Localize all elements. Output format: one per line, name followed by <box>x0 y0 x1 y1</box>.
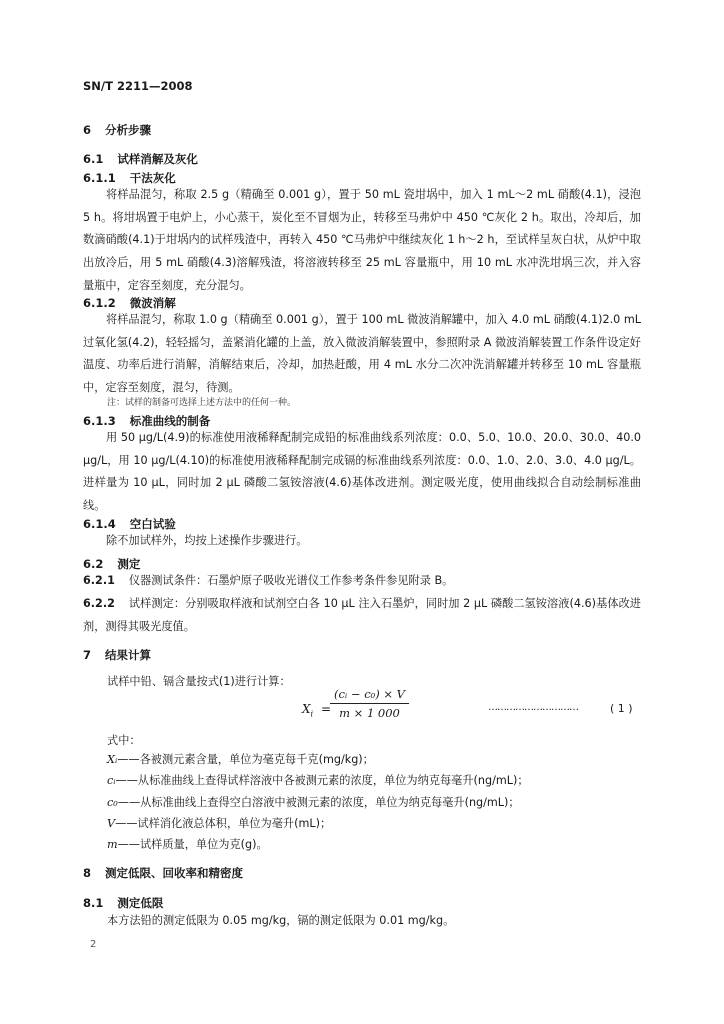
section-8-heading <box>83 865 243 881</box>
definition-c0: c₀——从标准曲线上查得空白溶液中被测元素的浓度，单位为纳克每毫升(ng/mL)； <box>107 796 520 809</box>
section-8-number: 8 <box>83 866 92 880</box>
formula-number: ( 1 ) <box>610 702 633 715</box>
section-7-title: 结果计算 <box>105 648 152 662</box>
section-6-1-4-title: 空白试验 <box>129 517 176 531</box>
section-6-heading <box>83 122 151 138</box>
section-6-2-2 <box>83 593 641 638</box>
section-6-1-1-number: 6.1.1 <box>83 171 116 185</box>
definition-ci: cᵢ——从标准曲线上查得试样溶液中各被测元素的浓度，单位为纳克每毫升(ng/mL)； <box>107 774 529 787</box>
definition-xi: Xᵢ——各被测元素含量，单位为毫克每千克(mg/kg)； <box>107 753 374 766</box>
formula-leader: ………………………… <box>488 702 578 713</box>
section-8-1-number: 8.1 <box>83 896 104 910</box>
section-6-1-3-number: 6.1.3 <box>83 414 116 428</box>
section-8-1-title: 测定低限 <box>117 896 164 910</box>
section-6-number: 6 <box>83 123 92 137</box>
section-6-2-2-number: 6.2.2 <box>83 597 115 610</box>
section-6-1-2-title: 微波消解 <box>129 296 176 310</box>
formula-denominator: m × 1 000 <box>339 706 400 720</box>
section-7-number: 7 <box>83 648 92 662</box>
section-6-2-1 <box>83 570 641 593</box>
section-6-2-title: 测定 <box>117 557 141 571</box>
formula-fraction <box>330 687 409 720</box>
page-number: 2 <box>90 939 97 950</box>
definition-v: V——试样消化液总体积，单位为毫升(mL)； <box>107 817 332 830</box>
section-8-title: 测定低限、回收率和精密度 <box>105 866 244 880</box>
section-6-1-title: 试样消解及灰化 <box>117 152 198 166</box>
section-6-1-2-number: 6.1.2 <box>83 296 116 310</box>
section-6-2-2-body: 试样测定：分别吸取样液和试剂空白各 10 μL 注入石墨炉，同时加 2 μL 磷酸二氢铵溶液(4.6)基体改进剂，测得其吸光度值。 <box>83 597 641 633</box>
section-6-1-1-body: 将样品混匀，称取 2.5 g（精确至 0.001 g），置于 50 mL 瓷坩埚中，加入 1 mL～2 mL 硝酸(4.1)，浸泡 5 h。将坩埚置于电炉上，小心蒸干，炭化至不冒烟为止，转移至马弗炉中 450 ℃灰化 2 h。取出，冷却后，加数滴硝酸(4.1)于坩埚内的试样残渣中，再转入 450 ℃马弗炉中继续灰化 1 h～2 h，至试样呈灰白状，从炉中取出放冷后，用 5 mL 硝酸(4.3)溶解残渣，将溶液转移至 25 mL 容量瓶中，用 10 mL 水冲洗坩埚三次，并入容量瓶中，定容至刻度，充分混匀。 <box>83 188 641 292</box>
section-6-1-3-title: 标准曲线的制备 <box>129 414 211 428</box>
definition-m: m——试样质量，单位为克(g)。 <box>107 838 268 851</box>
section-6-1-heading <box>83 151 198 167</box>
section-6-2-number: 6.2 <box>83 557 104 571</box>
section-6-1-2-note: 注：试样的制备可选择上述方法中的任何一种。 <box>107 398 297 408</box>
section-6-2-1-body: 仪器测试条件：石墨炉原子吸收光谱仪工作参考条件参见附录 B。 <box>128 574 454 587</box>
section-6-1-2-body: 将样品混匀，称取 1.0 g（精确至 0.001 g），置于 100 mL 微波消解罐中，加入 4.0 mL 硝酸(4.1)2.0 mL 过氧化氢(4.2)，轻轻摇匀，盖紧消化罐的上盖，放入微波消解装置中，参照附录 A 微波消解装置工作条件设定好温度、功率后进行消解，消解结束后，冷却，加热赶酸，用 4 mL 水分二次冲洗消解罐并转移至 10 mL 容量瓶中，定容至刻度，混匀，待测。 <box>83 313 641 395</box>
section-8-1-heading <box>83 895 163 911</box>
section-6-1-4-body: 除不加试样外，均按上述操作步骤进行。 <box>106 534 308 547</box>
where-label: 式中： <box>107 734 141 747</box>
formula-lhs: $X_i$ = <box>302 702 331 719</box>
section-6-1-number: 6.1 <box>83 152 104 166</box>
section-6-1-4-number: 6.1.4 <box>83 517 116 531</box>
section-7-heading <box>83 647 151 663</box>
formula-numerator: (cᵢ − c₀) × V <box>330 687 409 704</box>
section-7-intro: 试样中铅、镉含量按式(1)进行计算： <box>107 675 291 688</box>
standard-id: SN/T 2211—2008 <box>83 79 193 93</box>
section-6-title: 分析步骤 <box>105 123 152 137</box>
section-8-1-body: 本方法铅的测定低限为 0.05 mg/kg，镉的测定低限为 0.01 mg/kg。 <box>107 914 455 927</box>
section-6-1-1-title: 干法灰化 <box>129 171 176 185</box>
section-6-2-1-number: 6.2.1 <box>83 574 115 587</box>
section-6-1-3-body: 用 50 μg/L(4.9)的标准使用液稀释配制完成铅的标准曲线系列浓度：0.0、5.0、10.0、20.0、30.0、40.0 μg/L，用 10 μg/L(4.10)的标准使用液稀释配制完成镉的标准曲线系列浓度：0.0、1.0、2.0、3.0、4.0 μg/L。进样量为 10 μL，同时加 2 μL 磷酸二氢铵溶液(4.6)基体改进剂。测定吸光度，使用曲线拟合自动绘制标准曲线。 <box>83 431 641 513</box>
